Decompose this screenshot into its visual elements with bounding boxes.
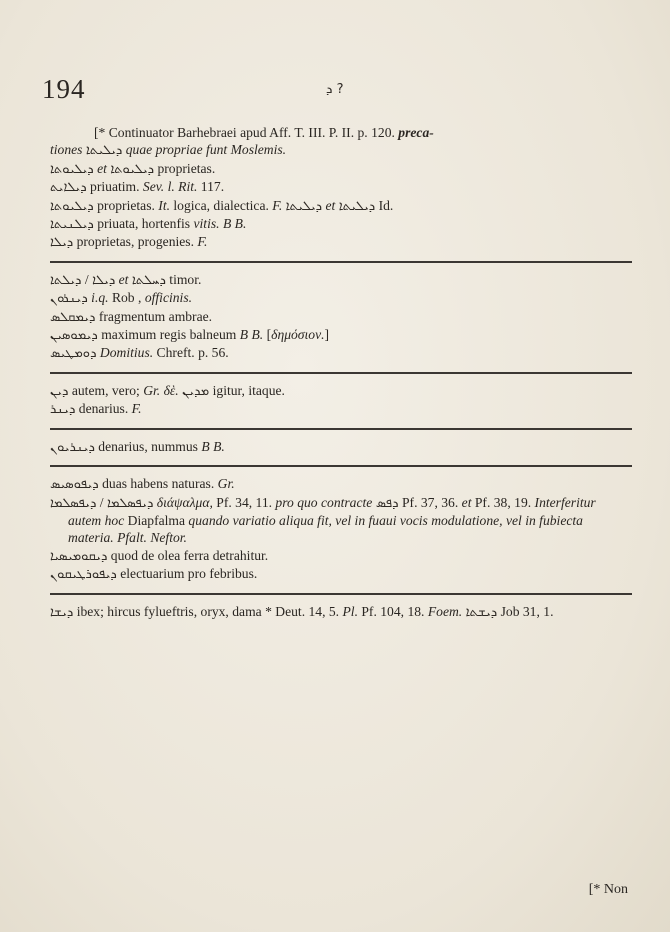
dictionary-content — [50, 124, 632, 621]
syriac-headword: ܕܝܡܘܣܝܢ — [50, 328, 98, 344]
entry-text: autem, vero; — [68, 382, 144, 398]
entry-text: proprietas, progenies. — [73, 234, 198, 250]
syriac-headword: ܕܝܩܘܡܝܣܝܐ — [50, 548, 108, 564]
syriac-headword: ܕܝܫܬܐ — [465, 604, 498, 620]
dictionary-entry — [50, 382, 632, 400]
dictionary-entry — [50, 475, 632, 493]
entry-text: / — [96, 494, 107, 510]
syriac-headword: ܕܝܠܐ — [50, 235, 74, 251]
entry-text: fragmentum ambrae. — [95, 308, 213, 324]
syriac-headword: ܕܝܦܘܣܝܣ — [50, 477, 99, 493]
entry-text: et — [322, 197, 339, 213]
syriac-headword: ܕܝܦܣܠܡܐ — [106, 495, 154, 511]
entry-text: denarius. — [75, 401, 132, 417]
dictionary-entry — [50, 344, 632, 362]
entry-text: priuatim. — [86, 179, 143, 195]
syriac-headword: ܕܚܠܬܐ — [131, 272, 166, 288]
entry-text: ] — [324, 327, 330, 343]
dictionary-section — [50, 382, 632, 419]
dictionary-section — [50, 475, 632, 583]
entry-text: Domitius. — [96, 345, 154, 361]
entry-text: igitur, itaque. — [209, 382, 285, 398]
dictionary-entry — [50, 141, 632, 159]
entry-text: F. — [197, 234, 208, 250]
entry-text: Pf. 37, 36. — [398, 494, 462, 510]
entry-text: i.q. — [87, 290, 109, 306]
entry-text: preca- — [398, 125, 434, 140]
dictionary-entry — [50, 308, 632, 326]
syriac-headword: ܕܝܢܪ — [50, 402, 76, 418]
dictionary-entry — [50, 326, 632, 344]
entry-text: Pf. 104, 18. — [357, 603, 428, 619]
entry-text: Rob , — [108, 290, 145, 306]
dictionary-entry — [50, 178, 632, 196]
entry-text: [* Continuator Barhebraei apud Aff. T. III. P. II. p. 120. — [94, 125, 399, 140]
entry-text: Interferitur autem hoc — [68, 494, 596, 528]
entry-text: F. — [131, 401, 142, 417]
syriac-headword: ܕܝܢܪܘܢ — [50, 291, 88, 307]
entry-text: [ — [263, 327, 272, 343]
entry-text: logica, dialectica. — [170, 197, 273, 213]
entry-text: timor. — [165, 271, 202, 287]
entry-text: Id. — [375, 197, 394, 213]
entry-text: Pf. 38, 19. — [471, 494, 535, 510]
syriac-headword: ܕܝܦܘܪܛܝܩܘܢ — [50, 567, 117, 583]
syriac-headword: ܕܝܠܝܬܐ — [85, 143, 123, 159]
entry-text: vitis. — [193, 216, 220, 232]
section-rule — [50, 593, 632, 595]
entry-text: Gr. — [143, 382, 161, 398]
dictionary-entry — [50, 565, 632, 583]
dictionary-entry — [50, 215, 632, 233]
entry-text: / — [81, 271, 93, 287]
dictionary-entry — [50, 494, 632, 547]
entry-text: F. — [272, 197, 283, 213]
syriac-headword: ܕܝܠܝܘܬܐ — [50, 198, 94, 214]
entry-text: Foem. — [427, 603, 463, 619]
entry-text: B B. — [239, 327, 264, 343]
entry-text: ibex; hircus fylueftris, oryx, dama * Deut. 14, 5. — [73, 603, 343, 619]
section-rule — [50, 465, 632, 467]
dictionary-entry — [50, 400, 632, 418]
entry-text: et — [93, 160, 111, 176]
syriac-headword: ܕܝܠܐ — [92, 272, 116, 288]
syriac-headword: ܕܝܠܝܬܐ — [338, 198, 376, 214]
syriac-headword: ܕܝܢ — [50, 383, 69, 399]
entry-text: Pf. 34, 11. — [212, 494, 276, 510]
syriac-headword: ܕܝܡܩܠܣ — [50, 309, 96, 325]
syriac-headword: ܕܘܡܛܝܣ — [50, 346, 97, 362]
entry-text: quod de olea ferra detrahitur. — [107, 547, 269, 563]
entry-text: pro quo contracte — [275, 494, 373, 510]
entry-text: maximum regis balneum — [97, 327, 240, 343]
dictionary-entry — [50, 271, 632, 289]
entry-text: Pl. — [342, 603, 358, 619]
dictionary-entry — [50, 547, 632, 565]
dictionary-entry — [50, 124, 632, 141]
dictionary-section — [50, 271, 632, 363]
entry-text: Job 31, 1. — [497, 603, 554, 619]
page-number: 194 — [42, 74, 86, 104]
entry-text: proprietas. — [154, 160, 216, 176]
greek-text: δημόσιον. — [271, 327, 325, 343]
catchword: [* Non — [588, 882, 628, 897]
syriac-headword: ܕܝܦܣܠܡܐ — [50, 495, 97, 511]
dictionary-entry — [50, 289, 632, 307]
dictionary-entry — [50, 603, 632, 621]
entry-text: denarius, nummus — [94, 438, 202, 454]
entry-text: Chreft. p. 56. — [153, 345, 229, 361]
syriac-headword: ܕܝܠܬܐ — [50, 272, 82, 288]
dictionary-section — [50, 438, 632, 456]
dictionary-entry — [50, 197, 632, 215]
entry-text: It. — [158, 197, 170, 213]
entry-text: priuata, hortenfis — [93, 216, 194, 232]
dictionary-entry — [50, 160, 632, 178]
syriac-headword: ܕܝܠܝܘܬܐ — [50, 161, 94, 177]
entry-text: quando variatio aliqua fit, vel in fuaui vocis modulatione, vel in fubiecta materia. Pfalt. Neftor. — [68, 512, 583, 546]
entry-text: Gr. — [217, 476, 235, 492]
entry-text: 117. — [197, 179, 225, 195]
entry-text: electuarium pro febribus. — [116, 566, 258, 582]
syriac-headword: ܕܝܠܢܝܬܐ — [50, 217, 94, 233]
page-header — [40, 74, 630, 108]
section-rule — [50, 372, 632, 374]
entry-text: duas habens naturas. — [98, 476, 218, 492]
running-head: ܕ ? — [326, 82, 344, 97]
entry-text: et — [461, 494, 472, 510]
entry-text: proprietas. — [93, 197, 159, 213]
greek-text: διάψαλμα, — [156, 494, 213, 510]
syriac-headword: ܕܦܣ — [375, 495, 399, 511]
dictionary-entry — [50, 438, 632, 456]
syriac-headword: ܕܝܠܐܝܬ — [50, 180, 87, 196]
section-rule — [50, 261, 632, 263]
section-rule — [50, 428, 632, 430]
entry-text: Sev. l. Rit. — [142, 179, 198, 195]
entry-text: et — [115, 271, 132, 287]
greek-text: δὲ. — [163, 382, 179, 398]
entry-text: officinis. — [144, 290, 193, 306]
dictionary-section — [50, 603, 632, 621]
syriac-headword: ܕܝܫܐ — [50, 604, 74, 620]
syriac-headword: ܡܕܝܢ — [182, 383, 210, 399]
entry-text: Diapfalma — [124, 512, 189, 528]
syriac-headword: ܕܝܠܝܘܬܐ — [110, 161, 155, 177]
entry-text: tiones — [50, 142, 86, 158]
syriac-headword: ܕܝܢܪܝܘܢ — [50, 439, 95, 455]
entry-text: B B. — [222, 216, 247, 232]
entry-text: B B. — [201, 438, 225, 454]
dictionary-entry — [50, 233, 632, 251]
dictionary-section — [50, 124, 632, 252]
entry-text: quae propriae funt Moslemis. — [122, 142, 287, 158]
syriac-headword: ܕܝܠܝܬܐ — [285, 198, 323, 214]
